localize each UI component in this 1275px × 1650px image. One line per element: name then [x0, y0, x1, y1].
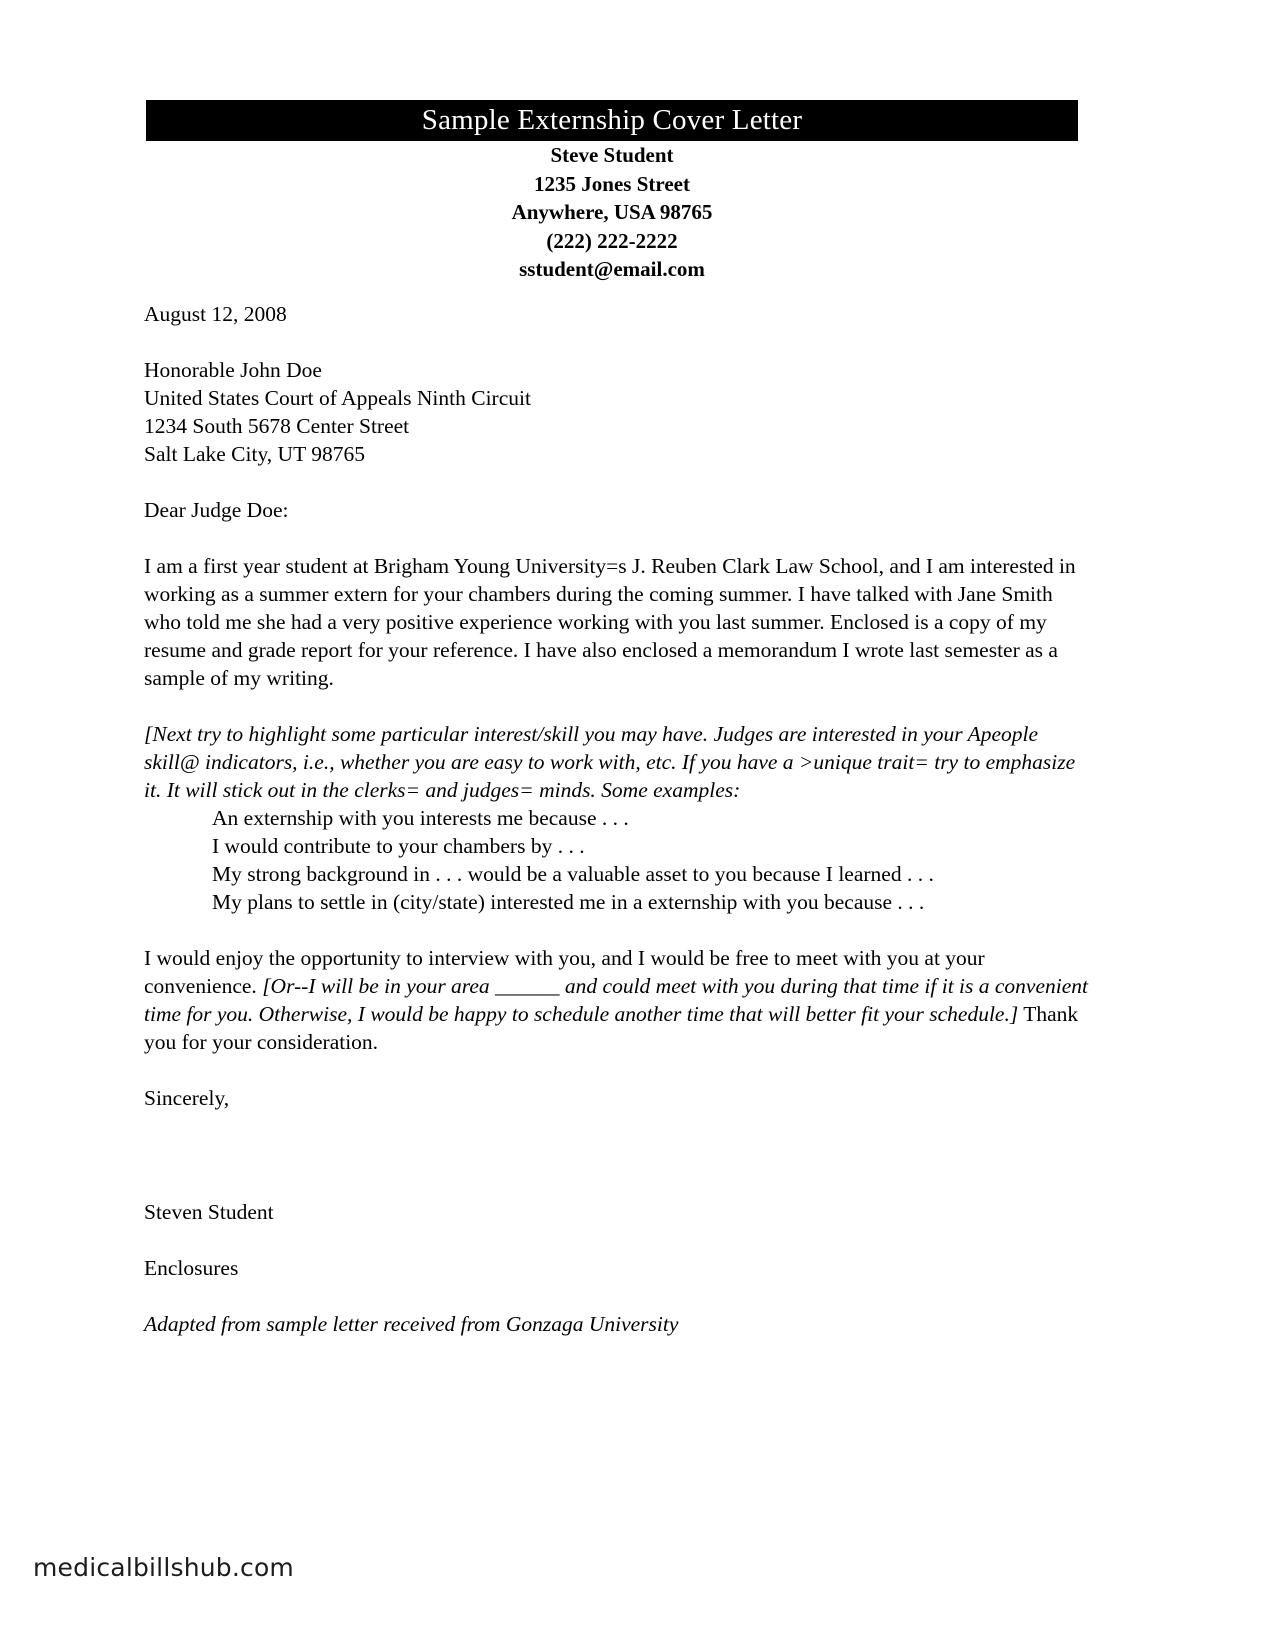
body-paragraph-3 — [144, 944, 1094, 1056]
spacer — [144, 1282, 1094, 1310]
sender-name: Steve Student — [550, 143, 674, 167]
list-item: My strong background in . . . would be a valuable asset to you because I learned . . . — [212, 862, 934, 886]
body-paragraph-2-instruction: [Next try to highlight some particular interest/skill you may have. Judges are interested in your Apeople skill@ indicators, i.e., whether you are easy to work with, etc. If you have a >unique trait= try to emphasize it. It will stick out in the clerks= and judges= minds. Some examples: — [144, 722, 1076, 802]
sender-email: sstudent@email.com — [519, 257, 705, 281]
letter-date: August 12, 2008 — [144, 302, 287, 326]
spacer — [144, 328, 1094, 356]
spacer — [144, 1226, 1094, 1254]
salutation: Dear Judge Doe: — [144, 498, 289, 522]
recipient-name: Honorable John Doe — [144, 358, 322, 382]
signature-space — [144, 1112, 1094, 1198]
sender-street: 1235 Jones Street — [534, 171, 690, 196]
site-watermark: medicalbillshub.com — [33, 1553, 294, 1582]
spacer — [144, 692, 1094, 720]
closing-salutation: Sincerely, — [144, 1086, 230, 1110]
spacer — [144, 1056, 1094, 1084]
source-attribution-note: Adapted from sample letter received from Gonzaga University — [144, 1312, 679, 1336]
paragraph-3-roman-end: Thank you for your consideration. — [144, 1002, 1079, 1054]
list-item: An externship with you interests me because . . . — [212, 806, 629, 830]
letter-body — [144, 300, 1094, 1338]
recipient-address-block — [144, 356, 1094, 468]
paragraph-3-roman-start: I would enjoy the opportunity to interview with you, and I would be free to meet with you at your convenience. — [144, 946, 985, 998]
recipient-street: 1234 South 5678 Center Street — [144, 414, 410, 438]
recipient-city-state-zip: Salt Lake City, UT 98765 — [144, 442, 365, 466]
spacer — [144, 468, 1094, 496]
document-title-banner — [146, 100, 1078, 141]
list-item: I would contribute to your chambers by . . . — [212, 834, 585, 858]
page-title: Sample Externship Cover Letter — [421, 104, 803, 136]
sender-address-block — [146, 141, 1078, 284]
enclosures-label: Enclosures — [144, 1256, 239, 1280]
paragraph-3-italic-option: [Or--I will be in your area ______ and could meet with you during that time if it is a convenient time for you. Otherwise, I would be happy to schedule another time that will better fit your schedule.] — [144, 974, 1089, 1026]
spacer — [144, 524, 1094, 552]
example-sentences-list — [144, 804, 1094, 916]
recipient-organization: United States Court of Appeals Ninth Circuit — [144, 386, 531, 410]
signature-name: Steven Student — [144, 1200, 274, 1224]
list-item: My plans to settle in (city/state) interested me in a externship with you because . . . — [212, 890, 925, 914]
body-paragraph-1: I am a first year student at Brigham Young University=s J. Reuben Clark Law School, and I am interested in working as a summer extern for your chambers during the coming summer. I have talked with Jane Smith who told me she had a very positive experience working with you last summer. Enclosed is a copy of my resume and grade report for your reference. I have also enclosed a memorandum I wrote last semester as a sample of my writing. — [144, 554, 1076, 690]
spacer — [144, 916, 1094, 944]
sender-city-state-zip: Anywhere, USA 98765 — [511, 200, 713, 224]
sender-phone: (222) 222-2222 — [546, 228, 678, 253]
